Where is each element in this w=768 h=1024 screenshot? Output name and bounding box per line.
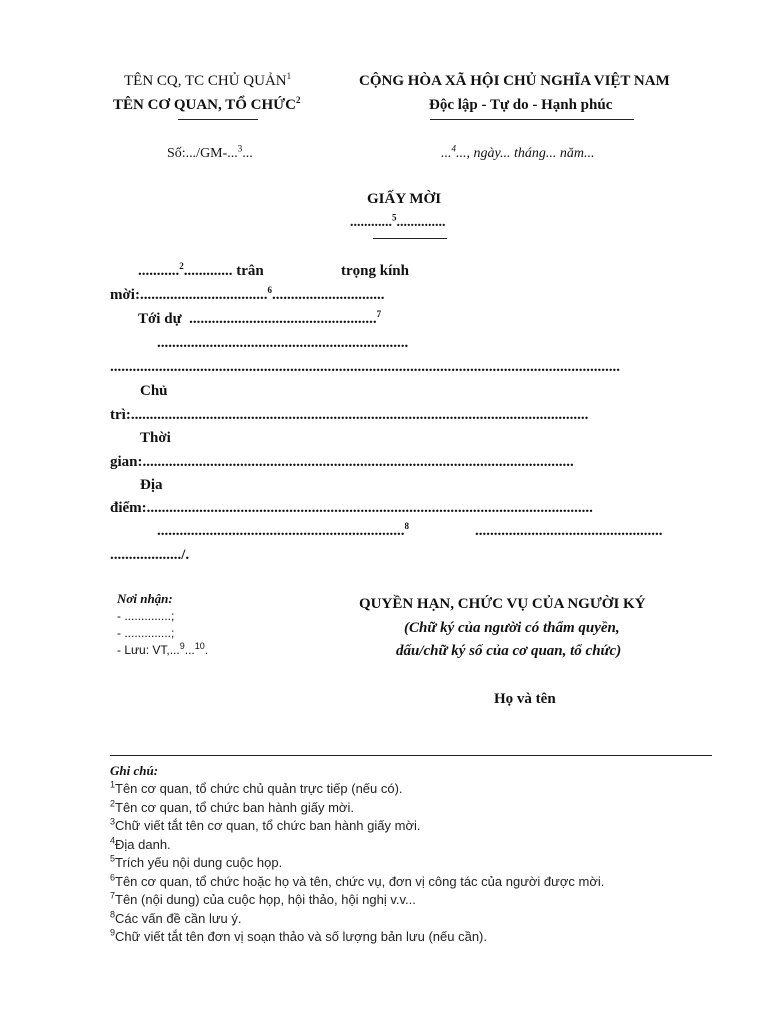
- recipient-item: - ..............;: [117, 609, 175, 623]
- footnote-ref: 10: [194, 641, 205, 651]
- footnote-text: Các vấn đề cần lưu ý.: [115, 910, 242, 926]
- signature-note-2: dấu/chữ ký số của cơ quan, tổ chức): [396, 643, 622, 659]
- venue-dots: .......................................................................................................................: [146, 500, 593, 516]
- invitee-line: [110, 287, 384, 304]
- footnote-number: 5: [110, 853, 116, 864]
- agency-underline: [178, 119, 258, 120]
- chair-label: Chủ: [140, 383, 168, 399]
- footnote-text: Trích yếu nội dung cuộc họp.: [115, 855, 283, 870]
- archive-mid: ...: [184, 643, 195, 657]
- footnote-number: 8: [110, 909, 116, 920]
- number-tail: ...: [242, 146, 253, 161]
- footnote-text: Tên cơ quan, tổ chức hoặc họ và tên, chức vụ, đơn vị công tác của người được mời.: [115, 873, 605, 889]
- footnote-number: 3: [110, 816, 116, 827]
- time-dots: ...................................................................................................................: [142, 454, 574, 470]
- summary-dots-tail: ..............: [396, 215, 446, 230]
- parent-agency-name: [124, 73, 291, 90]
- footnote-text: Địa danh.: [115, 836, 171, 852]
- signer-name: Họ và tên: [494, 691, 556, 707]
- summary-dots: ............: [350, 215, 392, 230]
- footnote-item: [110, 855, 282, 870]
- national-title: CỘNG HÒA XÃ HỘI CHỦ NGHĨA VIỆT NAM: [359, 73, 670, 89]
- footnote-ref: 3: [237, 143, 243, 154]
- closing-dots: .................../.: [110, 547, 190, 563]
- chair-line: [110, 407, 588, 424]
- recipients-label: Nơi nhận:: [117, 591, 173, 606]
- recipient-archive: [117, 643, 208, 657]
- footnote-ref: 6: [267, 285, 272, 295]
- footnote-item: [110, 837, 171, 852]
- footnote-number: 9: [110, 927, 116, 938]
- archive-end: .: [204, 643, 209, 657]
- invitee-label: mời:: [110, 287, 140, 303]
- footnote-number: 7: [110, 890, 116, 901]
- invitation-line: [138, 263, 264, 280]
- time-line: [110, 454, 574, 471]
- attend-continuation: ...................................................................: [157, 335, 409, 351]
- footnote-item: [110, 911, 242, 926]
- footnote-ref: 5: [392, 212, 397, 223]
- document-summary: [350, 212, 446, 231]
- invitee-dots: ..................................: [139, 287, 268, 303]
- footnote-ref: 2: [179, 261, 184, 271]
- venue-line: [110, 500, 593, 517]
- footnotes-label: Ghi chú:: [110, 763, 159, 778]
- footnote-item: [110, 874, 604, 889]
- footnote-text: Chữ viết tắt tên cơ quan, tổ chức ban hành giấy mời.: [115, 818, 421, 833]
- footnote-separator: [110, 755, 712, 756]
- national-motto: Độc lập - Tự do - Hạnh phúc: [429, 97, 613, 113]
- full-dotted-line: ........................................................................................................................................: [110, 359, 620, 375]
- number-text: Số:.../GM-...: [167, 146, 238, 161]
- invite-text-a: ............. trân: [183, 263, 264, 279]
- footnote-ref: 7: [376, 309, 382, 319]
- footnote-item: [110, 818, 420, 833]
- notes-dots: ..................................................................: [157, 523, 405, 539]
- footnote-text: Tên (nội dung) của cuộc họp, hội thảo, hội nghị v.v...: [115, 892, 416, 907]
- footnote-item: [110, 892, 416, 907]
- signature-note-1: (Chữ ký của người có thẩm quyền,: [404, 620, 620, 636]
- footnote-number: 1: [110, 779, 116, 790]
- footnote-ref: 8: [404, 521, 409, 531]
- footnote-text: Tên cơ quan, tổ chức ban hành giấy mời.: [115, 799, 354, 815]
- time-label-tail: gian:: [110, 454, 143, 470]
- footnote-ref: 4: [451, 143, 456, 154]
- invitee-org-dots: ...........: [138, 263, 180, 279]
- time-label: Thời: [140, 430, 171, 446]
- footnote-ref: 1: [286, 71, 292, 81]
- motto-underline: [430, 119, 634, 120]
- chair-dots: ..........................................................................................................................: [130, 407, 589, 423]
- footnote-number: 2: [110, 798, 116, 809]
- footnote-item: [110, 800, 354, 815]
- document-title: GIẤY MỜI: [367, 191, 442, 207]
- agency-name-text: TÊN CƠ QUAN, TỔ CHỨC: [113, 97, 296, 113]
- attend-label: Tới dự: [138, 311, 182, 327]
- footnote-number: 4: [110, 835, 116, 846]
- footnote-ref: 9: [179, 641, 185, 651]
- notes-line-b: ..................................................: [475, 523, 663, 539]
- footnote-text: Tên cơ quan, tổ chức chủ quản trực tiếp (nếu có).: [115, 781, 403, 796]
- attend-dots: ..................................................: [189, 311, 377, 327]
- footnote-number: 6: [110, 872, 116, 883]
- agency-name: [113, 97, 300, 114]
- signer-position: QUYỀN HẠN, CHỨC VỤ CỦA NGƯỜI KÝ: [359, 596, 646, 612]
- place-text: ...: [441, 146, 452, 161]
- document-number: [167, 143, 253, 162]
- parent-agency-text: TÊN CQ, TC CHỦ QUẢN: [124, 73, 287, 89]
- footnote-ref: 2: [295, 95, 301, 105]
- invitee-dots-tail: ..............................: [271, 287, 385, 303]
- chair-label-tail: trì:: [110, 407, 131, 423]
- footnote-text: Chữ viết tắt tên đơn vị soạn thảo và số lượng bản lưu (nếu cần).: [115, 929, 487, 944]
- notes-line-a: [157, 523, 409, 540]
- venue-label: Địa: [140, 477, 163, 493]
- invitation-line-tail: trọng kính: [341, 263, 409, 279]
- footnote-item: [110, 929, 487, 944]
- attend-line: [138, 311, 381, 328]
- date-text: ..., ngày... tháng... năm...: [456, 146, 595, 161]
- recipient-item: - ..............;: [117, 626, 175, 640]
- venue-label-tail: điểm:: [110, 500, 147, 516]
- footnote-item: [110, 781, 403, 796]
- place-date: [441, 143, 595, 162]
- title-underline: [373, 238, 447, 239]
- archive-text: - Lưu: VT,...: [117, 643, 180, 657]
